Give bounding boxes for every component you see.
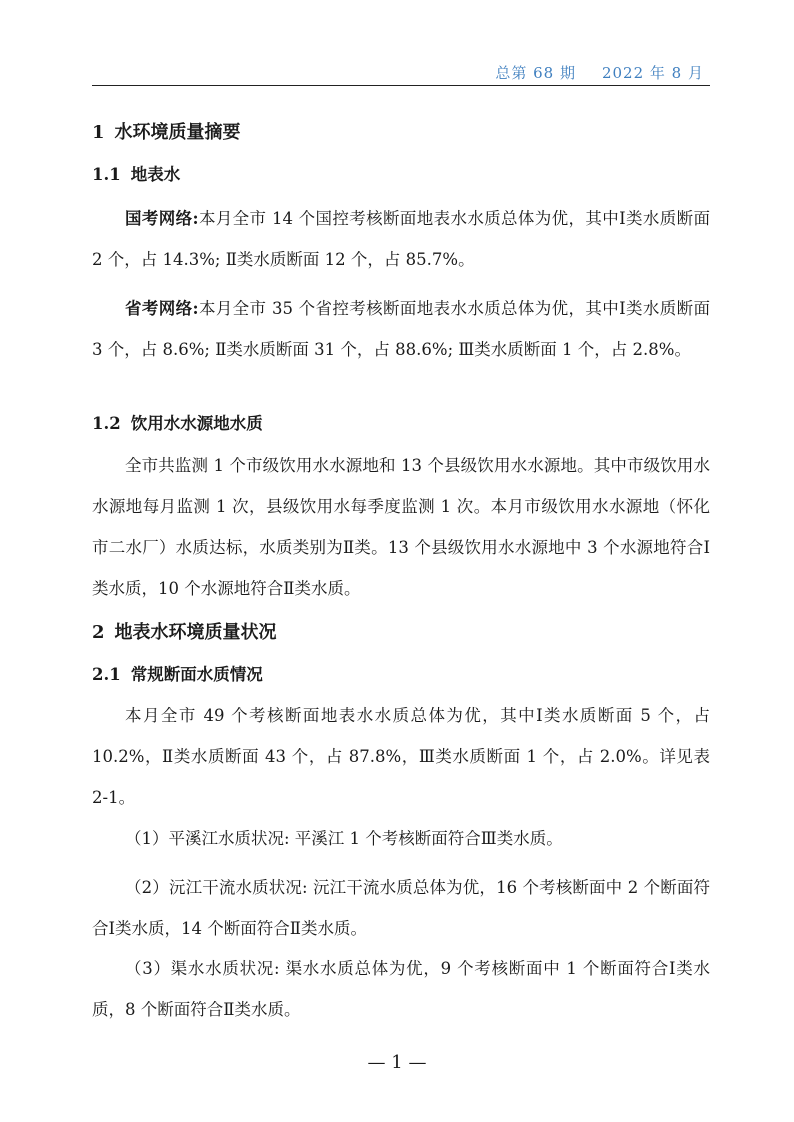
paragraph-yuan-river: （2）沅江干流水质状况: 沅江干流水质总体为优，16 个考核断面中 2 个断面符合Ⅰ类水质，14 个断面符合Ⅱ类水质。 bbox=[92, 878, 710, 938]
header-rule bbox=[92, 85, 710, 86]
paragraph-drinking-water: 全市共监测 1 个市级饮用水水源地和 13 个县级饮用水水源地。其中市级饮用水水源地每月监测 1 次，县级饮用水每季度监测 1 次。本月市级饮用水水源地（怀化市二水厂）水质达标，水质类别为Ⅱ类。13 个县级饮用水水源地中 3 个水源地符合Ⅰ类水质，10 个水源地符合Ⅱ类水质。 bbox=[92, 456, 710, 598]
paragraph-regular-sections: 本月全市 49 个考核断面地表水水质总体为优，其中Ⅰ类水质断面 5 个，占 10.2%，Ⅱ类水质断面 43 个，占 87.8%，Ⅲ类水质断面 1 个，占 2.0%。详见表 2-1。 bbox=[92, 706, 710, 807]
section-heading-1-1: 1.1 地表水 bbox=[92, 165, 181, 184]
section-heading-1-2: 1.2 饮用水水源地水质 bbox=[92, 414, 263, 433]
issue-date: 2022 年 8 月 bbox=[601, 64, 704, 82]
national-network-label: 国考网络: bbox=[125, 209, 199, 228]
section-heading-2: 2 地表水环境质量状况 bbox=[92, 622, 277, 643]
page-number: — 1 — bbox=[367, 1052, 427, 1073]
paragraph-provincial-network: 省考网络:本月全市 35 个省控考核断面地表水水质总体为优，其中Ⅰ类水质断面 3 个，占 8.6%; Ⅱ类水质断面 31 个，占 88.6%; Ⅲ类水质断面 1 个，占 2.8%。 bbox=[92, 299, 710, 359]
section-heading-2-1: 2.1 常规断面水质情况 bbox=[92, 665, 263, 684]
page-header bbox=[92, 62, 704, 86]
issue-number: 总第 68 期 bbox=[495, 64, 576, 82]
paragraph-qu-river: （3）渠水水质状况: 渠水水质总体为优，9 个考核断面中 1 个断面符合Ⅰ类水质，8 个断面符合Ⅱ类水质。 bbox=[92, 959, 710, 1019]
paragraph-pingxi-river: （1）平溪江水质状况: 平溪江 1 个考核断面符合Ⅲ类水质。 bbox=[125, 829, 563, 848]
paragraph-national-network: 国考网络:本月全市 14 个国控考核断面地表水水质总体为优，其中Ⅰ类水质断面 2 个，占 14.3%; Ⅱ类水质断面 12 个，占 85.7%。 bbox=[92, 209, 710, 269]
section-heading-1: 1 水环境质量摘要 bbox=[92, 122, 241, 143]
provincial-network-label: 省考网络: bbox=[125, 299, 199, 318]
